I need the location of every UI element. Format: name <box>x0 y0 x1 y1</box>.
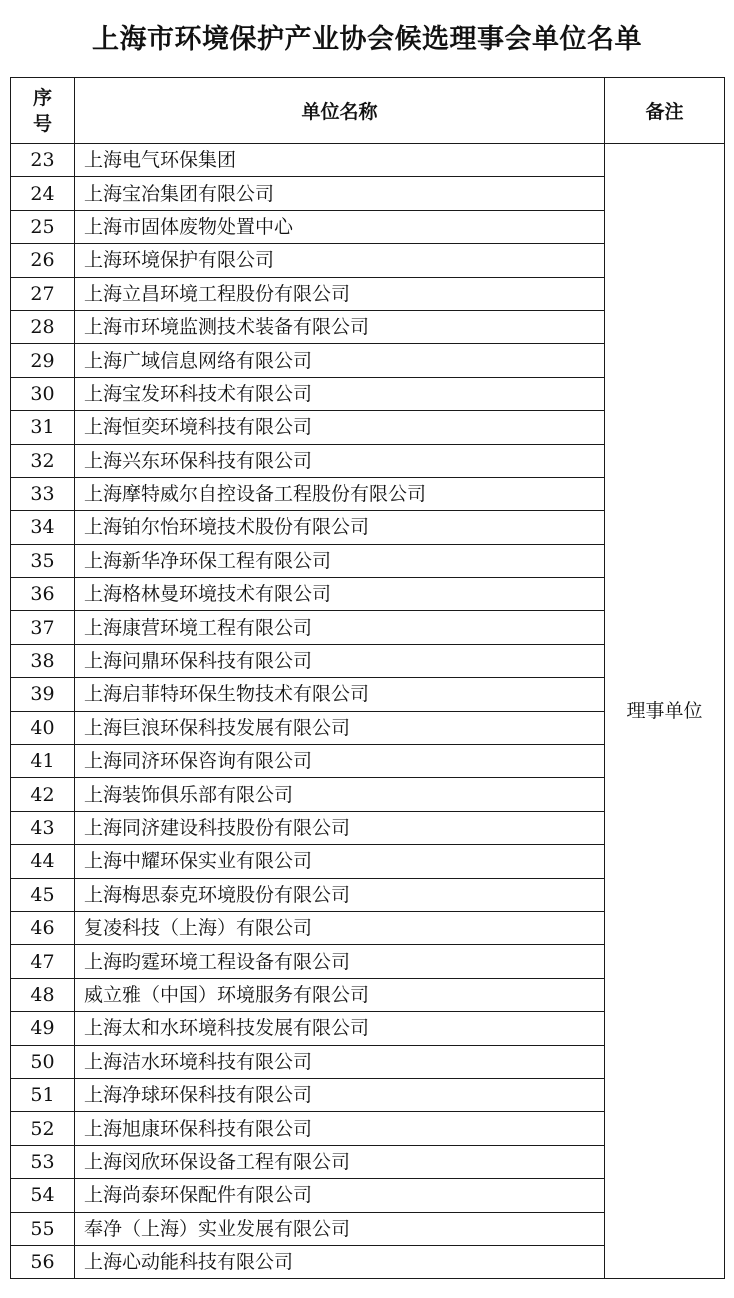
unit-name: 上海市固体废物处置中心 <box>75 210 605 243</box>
unit-name: 上海同济环保咨询有限公司 <box>75 745 605 778</box>
unit-name: 上海同济建设科技股份有限公司 <box>75 811 605 844</box>
row-number: 56 <box>11 1245 75 1278</box>
row-number: 33 <box>11 477 75 510</box>
table-header-row <box>11 78 725 144</box>
unit-name: 上海净球环保科技有限公司 <box>75 1078 605 1111</box>
unit-name: 上海巨浪环保科技发展有限公司 <box>75 711 605 744</box>
unit-name: 上海中耀环保实业有限公司 <box>75 845 605 878</box>
member-table <box>10 77 725 1279</box>
row-number: 45 <box>11 878 75 911</box>
column-header-unit-name: 单位名称 <box>75 78 605 144</box>
unit-name: 奉净（上海）实业发展有限公司 <box>75 1212 605 1245</box>
table-row <box>11 144 725 177</box>
row-number: 39 <box>11 678 75 711</box>
row-number: 37 <box>11 611 75 644</box>
unit-name: 上海兴东环保科技有限公司 <box>75 444 605 477</box>
unit-name: 上海尚泰环保配件有限公司 <box>75 1179 605 1212</box>
row-number: 31 <box>11 411 75 444</box>
unit-name: 威立雅（中国）环境服务有限公司 <box>75 978 605 1011</box>
unit-name: 上海装饰俱乐部有限公司 <box>75 778 605 811</box>
unit-name: 上海新华净环保工程有限公司 <box>75 544 605 577</box>
unit-name: 上海电气环保集团 <box>75 144 605 177</box>
row-number: 52 <box>11 1112 75 1145</box>
row-number: 35 <box>11 544 75 577</box>
row-number: 27 <box>11 277 75 310</box>
row-number: 43 <box>11 811 75 844</box>
row-number: 48 <box>11 978 75 1011</box>
row-number: 49 <box>11 1012 75 1045</box>
unit-name: 上海康营环境工程有限公司 <box>75 611 605 644</box>
column-header-number-line2: 号 <box>32 112 52 135</box>
unit-name: 上海旭康环保科技有限公司 <box>75 1112 605 1145</box>
row-number: 46 <box>11 911 75 944</box>
row-number: 40 <box>11 711 75 744</box>
table-body <box>11 144 725 1279</box>
row-number: 34 <box>11 511 75 544</box>
unit-name: 上海闵欣环保设备工程有限公司 <box>75 1145 605 1178</box>
row-number: 30 <box>11 377 75 410</box>
row-number: 47 <box>11 945 75 978</box>
unit-name: 上海宝冶集团有限公司 <box>75 177 605 210</box>
row-number: 26 <box>11 244 75 277</box>
row-number: 50 <box>11 1045 75 1078</box>
unit-name: 上海铂尔怡环境技术股份有限公司 <box>75 511 605 544</box>
unit-name: 上海广域信息网络有限公司 <box>75 344 605 377</box>
row-number: 42 <box>11 778 75 811</box>
column-header-number-line1: 序 <box>32 86 52 109</box>
unit-name: 上海问鼎环保科技有限公司 <box>75 644 605 677</box>
unit-name: 上海昀霆环境工程设备有限公司 <box>75 945 605 978</box>
column-header-note: 备注 <box>605 78 725 144</box>
unit-name: 上海摩特威尔自控设备工程股份有限公司 <box>75 477 605 510</box>
note-cell: 理事单位 <box>605 144 725 1279</box>
row-number: 36 <box>11 578 75 611</box>
unit-name: 上海环境保护有限公司 <box>75 244 605 277</box>
row-number: 23 <box>11 144 75 177</box>
row-number: 28 <box>11 310 75 343</box>
unit-name: 上海洁水环境科技有限公司 <box>75 1045 605 1078</box>
row-number: 54 <box>11 1179 75 1212</box>
unit-name: 上海启菲特环保生物技术有限公司 <box>75 678 605 711</box>
unit-name: 上海恒奕环境科技有限公司 <box>75 411 605 444</box>
row-number: 24 <box>11 177 75 210</box>
row-number: 41 <box>11 745 75 778</box>
row-number: 25 <box>11 210 75 243</box>
page-title: 上海市环境保护产业协会候选理事会单位名单 <box>92 24 642 55</box>
row-number: 29 <box>11 344 75 377</box>
unit-name: 上海市环境监测技术装备有限公司 <box>75 310 605 343</box>
column-header-number <box>11 78 75 144</box>
unit-name: 上海梅思泰克环境股份有限公司 <box>75 878 605 911</box>
row-number: 44 <box>11 845 75 878</box>
row-number: 32 <box>11 444 75 477</box>
row-number: 53 <box>11 1145 75 1178</box>
row-number: 51 <box>11 1078 75 1111</box>
row-number: 55 <box>11 1212 75 1245</box>
unit-name: 上海格林曼环境技术有限公司 <box>75 578 605 611</box>
unit-name: 上海宝发环科技术有限公司 <box>75 377 605 410</box>
unit-name: 上海太和水环境科技发展有限公司 <box>75 1012 605 1045</box>
row-number: 38 <box>11 644 75 677</box>
unit-name: 复凌科技（上海）有限公司 <box>75 911 605 944</box>
unit-name: 上海心动能科技有限公司 <box>75 1245 605 1278</box>
unit-name: 上海立昌环境工程股份有限公司 <box>75 277 605 310</box>
